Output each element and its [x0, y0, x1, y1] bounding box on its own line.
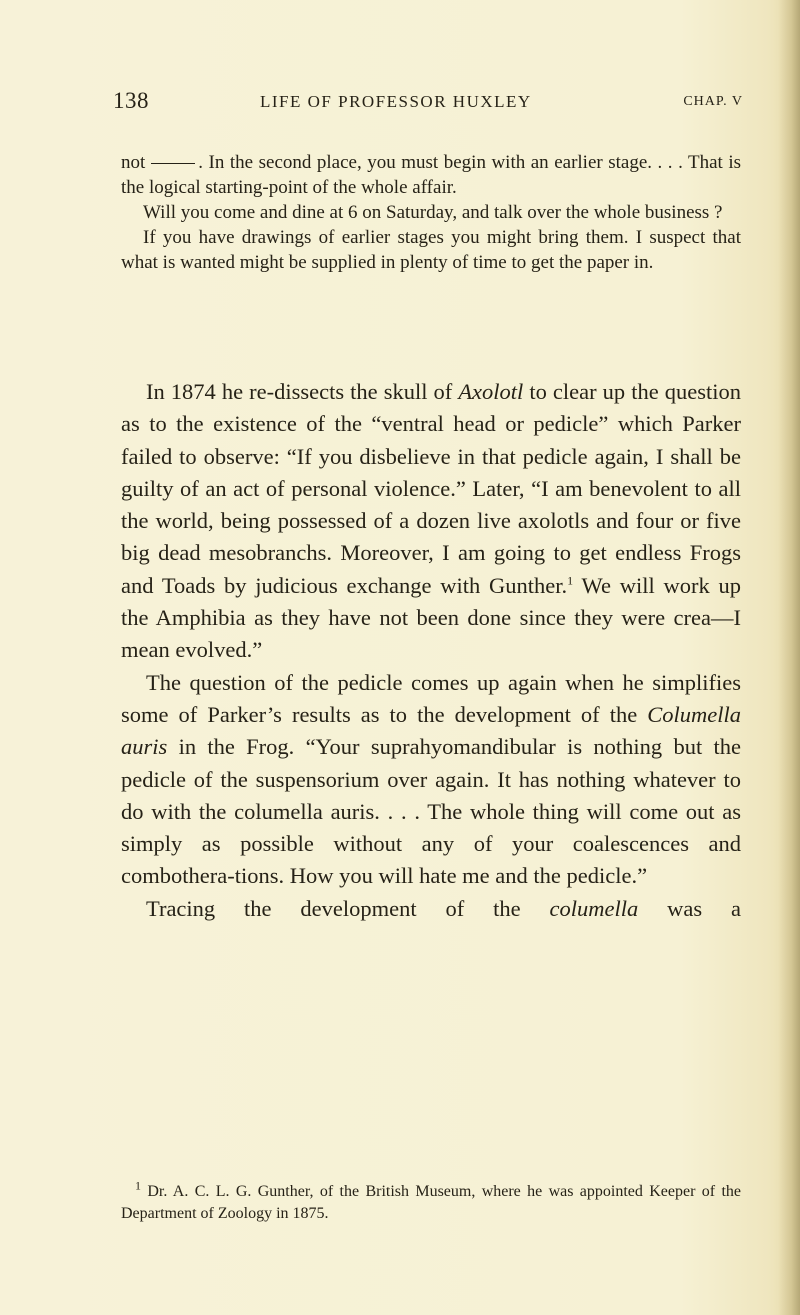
- footnote-marker: 1: [135, 1178, 141, 1193]
- footnote-text: $^1$ Dr. A. C. L. G. Gunther, of the British Museum, where he was appointed Keeper of the Department of Zoology in 1875.: [121, 1178, 741, 1222]
- body-paragraph-2: The question of the pedicle comes up again when he simplifies some of Parker’s results as to the development of the Columella auris in the Frog. “Your suprahyomandibular is nothing but the pedicle of the suspensorium over again. It has nothing whatever to do with the columella auris. . . . The whole thing will come out as simply as possible without any of your coalescences and combothera-tions. How you will hate me and the pedicle.”: [121, 669, 741, 889]
- letter-paragraph-3: If you have drawings of earlier stages you might bring them. I suspect that what is wanted might be supplied in plenty of time to get the paper in.: [121, 227, 741, 273]
- page-number: 138: [113, 88, 149, 113]
- footnote-ref: 1: [567, 573, 574, 588]
- quoted-letter: [121, 150, 741, 275]
- body-paragraph-3: Tracing the development of the columella was a: [146, 895, 741, 921]
- elision-dash: [151, 163, 195, 164]
- page-header: [113, 88, 743, 118]
- axolotl-italic: Axolotl: [458, 379, 524, 404]
- columella-auris-italic: Columella auris: [121, 701, 741, 760]
- footnote: [121, 1178, 741, 1225]
- chapter-mark: CHAP. V: [683, 94, 743, 109]
- running-head: LIFE OF PROFESSOR HUXLEY: [260, 92, 532, 111]
- body-paragraph-1: In 1874 he re-dissects the skull of Axolotl to clear up the question as to the existence of the “ventral head or pedicle” which Parker failed to observe: “If you disbelieve in that pedicle again, I shall be guilty of an act of personal violence.” Later, “I am benevolent to all the world, being possessed of a dozen live axolotls and four or five big dead mesobranchs. Moreover, I am going to get endless Frogs and Toads by judicious exchange with Gunther.$^1$ We will work up the Amphibia as they have not been done since they were crea—I mean evolved.”: [121, 379, 741, 663]
- columella-italic: columella: [549, 895, 639, 921]
- page-edge-shadow: [778, 0, 800, 1315]
- letter-paragraph-1: not . In the second place, you must begin with an earlier stage. . . . That is the logical starting-point of the whole affair.: [121, 152, 741, 198]
- letter-paragraph-2: Will you come and dine at 6 on Saturday, and talk over the whole business ?: [143, 202, 723, 223]
- main-text: [121, 376, 741, 925]
